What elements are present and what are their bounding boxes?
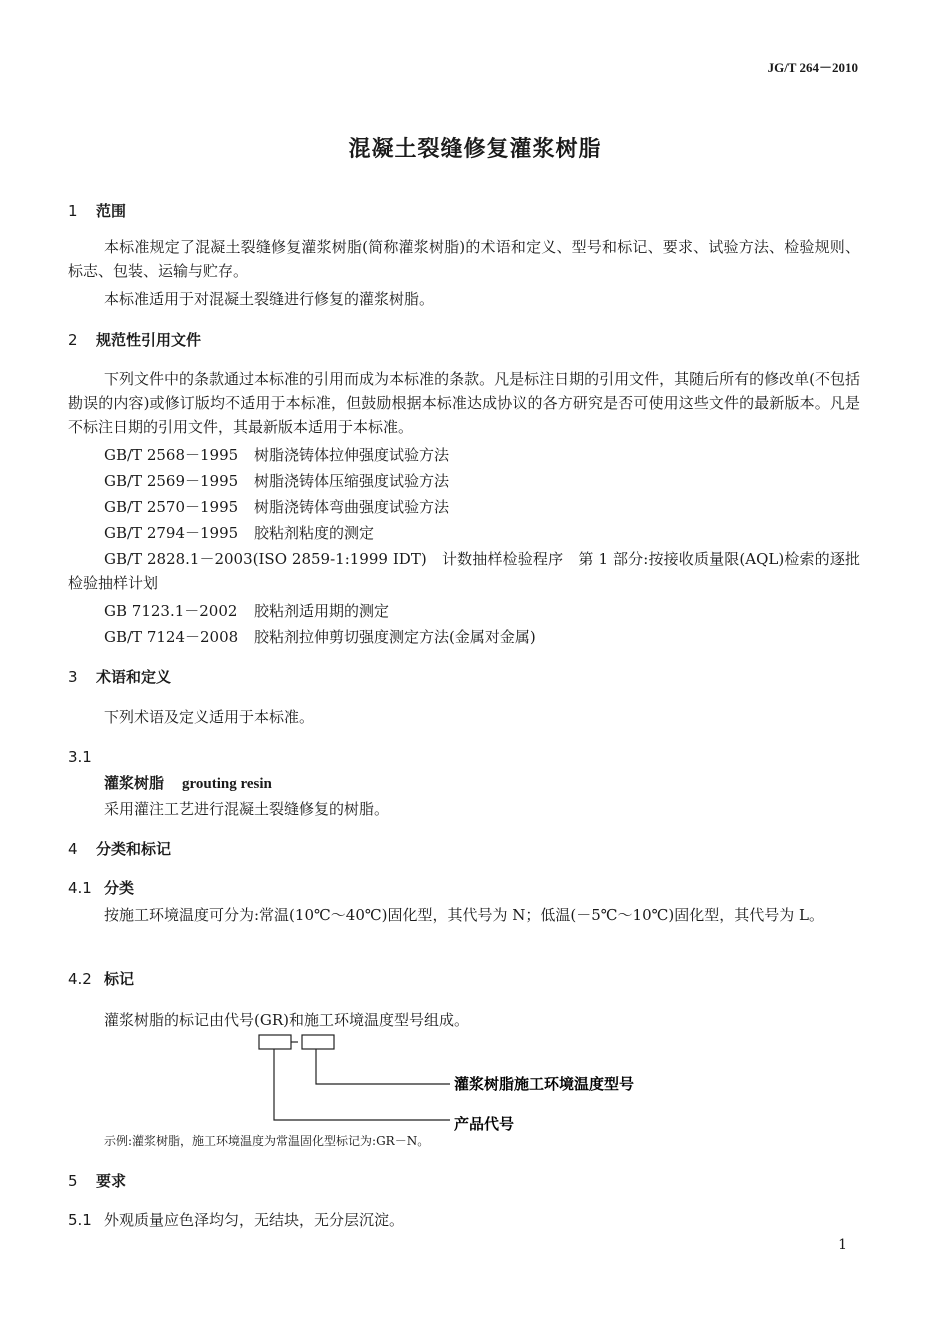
subsection-number: 5.1 [68, 1211, 92, 1229]
section-3-heading [68, 666, 171, 687]
reference-title: 树脂浇铸体拉伸强度试验方法 [254, 446, 450, 464]
reference-code: GB/T 2568－1995 [104, 446, 239, 464]
section-number: 1 [68, 202, 78, 220]
reference-code: GB/T 7124－2008 [104, 628, 239, 646]
reference-title: 胶粘剂粘度的测定 [254, 524, 375, 542]
section-number: 3 [68, 668, 78, 686]
standard-code: JG/T 264－2010 [767, 60, 858, 75]
section-5-heading [68, 1170, 126, 1191]
reference-item [104, 443, 449, 467]
reference-item-long: GB/T 2828.1－2003(ISO 2859-1:1999 IDT) 计数抽样检验程序 第 1 部分:按接收质量限(AQL)检索的逐批检验抽样计划 [68, 550, 860, 592]
reference-code: GB 7123.1－2002 [104, 602, 238, 620]
term-definition: 采用灌注工艺进行混凝土裂缝修复的树脂。 [104, 800, 390, 818]
type-box [302, 1035, 334, 1049]
reference-item [104, 521, 374, 545]
document-title: 混凝土裂缝修复灌浆树脂 [348, 137, 602, 162]
diagram-label-code: 产品代号 [454, 1115, 515, 1133]
reference-item [104, 625, 536, 649]
marking-example: 示例:灌浆树脂，施工环境温度为常温固化型标记为:GR－N。 [104, 1134, 430, 1148]
reference-item [104, 469, 449, 493]
term-english: grouting resin [182, 776, 272, 792]
section-title: 范围 [96, 202, 127, 220]
section-number: 4 [68, 840, 78, 858]
subsection-4-2-heading [68, 968, 134, 989]
section-title: 要求 [96, 1172, 127, 1190]
section-2-paragraph-1: 下列文件中的条款通过本标准的引用而成为本标准的条款。凡是标注日期的引用文件，其随后所有的修改单(不包括勘误的内容)或修订版均不适用于本标准，但鼓励根据本标准达成协议的各方研究是否可使用这些文件的最新版本。凡是不标注日期的引用文件，其最新版本适用于本标准。 [68, 370, 860, 436]
marking-diagram [240, 1025, 700, 1137]
section-2-heading [68, 329, 201, 350]
section-title: 分类和标记 [96, 840, 172, 858]
subsection-3-1-number: 3.1 [68, 748, 92, 766]
section-number: 2 [68, 331, 78, 349]
subsection-text: 外观质量应色泽均匀，无结块，无分层沉淀。 [104, 1211, 405, 1229]
reference-item [104, 599, 389, 623]
page-number: 1 [838, 1237, 847, 1253]
code-box [259, 1035, 291, 1049]
reference-code: GB/T 2794－1995 [104, 524, 239, 542]
subsection-number: 4.1 [68, 879, 92, 897]
subsection-title: 分类 [104, 879, 135, 897]
subsection-5-1 [68, 1208, 404, 1232]
reference-code: GB/T 2570－1995 [104, 498, 239, 516]
subsection-4-2-text: 灌浆树脂的标记由代号(GR)和施工环境温度型号组成。 [104, 1011, 469, 1029]
section-3-paragraph-1: 下列术语及定义适用于本标准。 [104, 708, 315, 726]
section-1-heading [68, 200, 126, 221]
section-title: 术语和定义 [96, 668, 172, 686]
reference-code: GB/T 2569－1995 [104, 472, 239, 490]
diagram-label-type: 灌浆树脂施工环境温度型号 [454, 1075, 635, 1093]
term-entry [104, 771, 272, 796]
reference-title: 树脂浇铸体弯曲强度试验方法 [254, 498, 450, 516]
subsection-number: 4.2 [68, 970, 92, 988]
reference-title: 胶粘剂拉伸剪切强度测定方法(金属对金属) [254, 628, 536, 646]
reference-title: 胶粘剂适用期的测定 [254, 602, 390, 620]
section-1-paragraph-2: 本标准适用于对混凝土裂缝进行修复的灌浆树脂。 [104, 290, 435, 308]
section-4-heading [68, 838, 171, 859]
term-chinese: 灌浆树脂 [104, 774, 165, 792]
reference-title: 树脂浇铸体压缩强度试验方法 [254, 472, 450, 490]
subsection-4-1-heading [68, 877, 134, 898]
section-title: 规范性引用文件 [96, 331, 202, 349]
section-1-paragraph-1: 本标准规定了混凝土裂缝修复灌浆树脂(简称灌浆树脂)的术语和定义、型号和标记、要求、试验方法、检验规则、标志、包装、运输与贮存。 [68, 238, 860, 280]
leader-line-type [316, 1049, 450, 1084]
subsection-4-1-text: 按施工环境温度可分为:常温(10℃～40℃)固化型，其代号为 N；低温(－5℃～10℃)固化型，其代号为 L。 [104, 906, 825, 924]
section-number: 5 [68, 1172, 78, 1190]
subsection-title: 标记 [104, 970, 135, 988]
reference-item [104, 495, 449, 519]
